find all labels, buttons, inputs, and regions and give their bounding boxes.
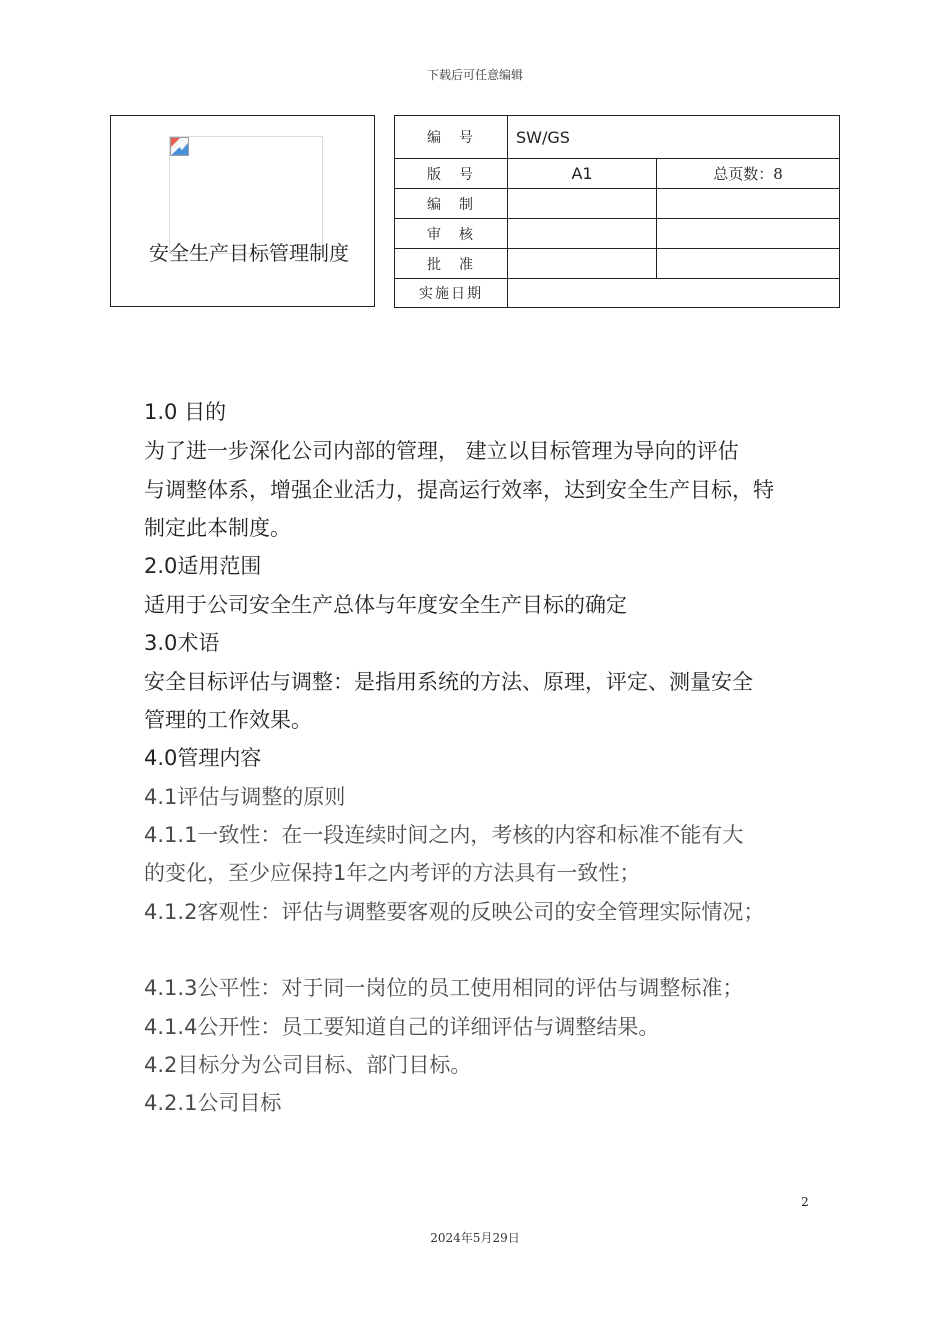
subsection-line: 4.1.2客观性：评估与调整要客观的反映公司的安全管理实际情况； (144, 900, 765, 924)
prepared-value (508, 189, 657, 219)
document-title: 安全生产目标管理制度 (149, 241, 349, 265)
subsection-line: 4.1评估与调整的原则 (144, 785, 346, 809)
header-note: 下载后可任意编辑 (426, 68, 523, 82)
section-heading-content: 4.0管理内容 (144, 746, 262, 770)
section-heading-scope: 2.0适用范围 (144, 554, 262, 578)
subsection-line: 4.1.1一致性：在一段连续时间之内，考核的内容和标准不能有大 (144, 823, 744, 847)
code-value: SW/GS (508, 116, 840, 159)
prepared-extra (657, 189, 840, 219)
reviewed-label: 审 核 (395, 219, 508, 249)
section-heading-terms: 3.0术语 (144, 631, 220, 655)
subsection-line: 4.2目标分为公司目标、部门目标。 (144, 1053, 472, 1077)
version-value: A1 (508, 159, 657, 189)
total-pages: 总页数：8 (657, 159, 840, 189)
section-heading-purpose: 1.0 目的 (144, 400, 227, 424)
subsection-line: 4.2.1公司目标 (144, 1091, 282, 1115)
code-label: 编 号 (395, 116, 508, 159)
effective-date-label: 实施日期 (395, 279, 508, 308)
version-label: 版 号 (395, 159, 508, 189)
subsection-line: 的变化，至少应保持1年之内考评的方法具有一致性； (144, 861, 641, 885)
footer-date: 2024年5月29日 (430, 1231, 520, 1245)
paragraph-line: 制定此本制度。 (144, 516, 291, 540)
effective-date-value (508, 279, 840, 308)
paragraph-line: 适用于公司安全生产总体与年度安全生产目标的确定 (144, 593, 627, 617)
document-info-table (394, 115, 840, 308)
reviewed-extra (657, 219, 840, 249)
paragraph-line: 安全目标评估与调整：是指用系统的方法、原理，评定、测量安全 (144, 670, 753, 694)
approved-value (508, 249, 657, 279)
approved-label: 批 准 (395, 249, 508, 279)
page-number: 2 (801, 1195, 809, 1209)
approved-extra (657, 249, 840, 279)
subsection-line: 4.1.4公开性：员工要知道自己的详细评估与调整结果。 (144, 1015, 660, 1039)
paragraph-line: 为了进一步深化公司内部的管理， 建立以目标管理为导向的评估 (144, 439, 739, 463)
reviewed-value (508, 219, 657, 249)
paragraph-line: 与调整体系，增强企业活力，提高运行效率，达到安全生产目标，特 (144, 478, 774, 502)
subsection-line: 4.1.3公平性：对于同一岗位的员工使用相同的评估与调整标准； (144, 976, 744, 1000)
title-box (110, 115, 375, 307)
broken-image-icon (170, 137, 189, 156)
paragraph-line: 管理的工作效果。 (144, 708, 312, 732)
prepared-label: 编 制 (395, 189, 508, 219)
